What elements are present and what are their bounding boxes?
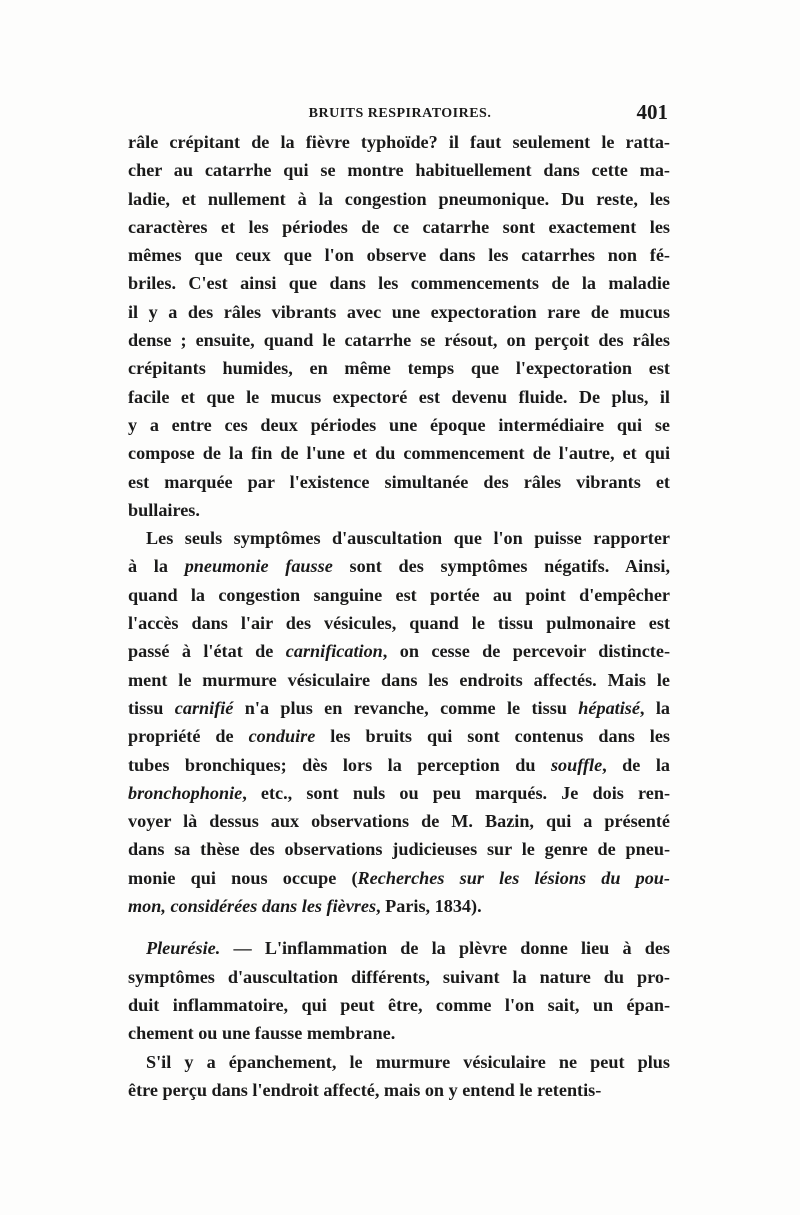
text-line: être perçu dans l'endroit affecté, mais on y entend le retentis- xyxy=(128,1079,602,1100)
text-line: ladie, et nullement à la congestion pneumonique. Du reste, les xyxy=(128,188,670,209)
italic-term: mon, considérées dans les fièvres xyxy=(128,896,377,917)
text-line: est marquée par l'existence simultanée des râles vibrants et xyxy=(128,471,670,492)
text-line: bullaires. xyxy=(128,499,200,520)
text-line: voyer là dessus aux observations de M. Bazin, qui a présenté xyxy=(128,811,670,832)
text-line: Pleurésie. — L'inflammation de la plèvre donne lieu à des xyxy=(146,938,670,959)
paragraph-false-pneumonia xyxy=(128,524,670,920)
text-line: chement ou une fausse membrane. xyxy=(128,1023,396,1044)
text-line: dense ; ensuite, quand le catarrhe se résout, on perçoit des râles xyxy=(128,330,670,351)
italic-term: carnifié xyxy=(174,697,234,718)
text-line: symptômes d'auscultation différents, suivant la nature du pro- xyxy=(128,966,670,987)
text-line: duit inflammatoire, qui peut être, comme l'on sait, un épan- xyxy=(128,994,670,1015)
paragraph-effusion xyxy=(128,1048,670,1105)
body-text xyxy=(128,128,670,1104)
italic-term: Pleurésie. xyxy=(146,938,221,959)
italic-term: hépatisé xyxy=(578,697,640,718)
text-line: briles. C'est ainsi que dans les commencements de la maladie xyxy=(128,273,670,294)
italic-term: pneumonie fausse xyxy=(184,556,333,577)
italic-term: conduire xyxy=(248,726,316,747)
text-line: tissu carnifié n'a plus en revanche, comme le tissu hépatisé, la xyxy=(128,697,671,718)
text-line: caractères et les périodes de ce catarrhe sont exactement les xyxy=(128,216,670,237)
running-head xyxy=(128,100,672,128)
text-line: propriété de conduire les bruits qui sont contenus dans les xyxy=(128,726,670,747)
text-line: mêmes que ceux que l'on observe dans les catarrhes non fé- xyxy=(128,245,670,266)
text-line: S'il y a épanchement, le murmure vésiculaire ne peut plus xyxy=(146,1051,670,1072)
text-line: râle crépitant de la fièvre typhoïde? il faut seulement le ratta- xyxy=(128,132,670,152)
text-line: quand la congestion sanguine est portée au point d'empêcher xyxy=(128,584,670,605)
text-line: y a entre ces deux périodes une époque intermédiaire qui se xyxy=(128,414,670,435)
text-line: passé à l'état de carnification, on cesse de percevoir distincte- xyxy=(128,641,670,662)
text-line: cher au catarrhe qui se montre habituellement dans cette ma- xyxy=(128,160,670,181)
paragraph-pleurisy xyxy=(128,934,670,1047)
text-line: facile et que le mucus expectoré est devenu fluide. De plus, il xyxy=(128,386,670,407)
text-line: l'accès dans l'air des vésicules, quand le tissu pulmonaire est xyxy=(128,613,670,634)
italic-term: Recherches sur les lésions du pou- xyxy=(357,867,670,888)
text-line: à la pneumonie fausse sont des symptômes négatifs. Ainsi, xyxy=(128,556,671,577)
text-line: monie qui nous occupe (Recherches sur les lésions du pou- xyxy=(128,867,670,888)
text-line: dans sa thèse des observations judicieuses sur le genre de pneu- xyxy=(128,839,670,860)
text-line: Les seuls symptômes d'auscultation que l'on puisse rapporter xyxy=(146,528,670,549)
text-line: bronchophonie, etc., sont nuls ou peu marqués. Je dois ren- xyxy=(128,782,670,803)
text-line: tubes bronchiques; dès lors la perception du souffle, de la xyxy=(128,754,670,775)
running-title: BRUITS RESPIRATOIRES. xyxy=(308,106,492,121)
paragraph-typhoid-catarrh xyxy=(128,128,670,524)
text-line: il y a des râles vibrants avec une expectoration rare de mucus xyxy=(128,301,670,322)
italic-term: carnification xyxy=(285,641,383,662)
italic-term: souffle xyxy=(550,754,603,775)
italic-term: bronchophonie xyxy=(128,782,243,803)
page-number: 401 xyxy=(636,100,668,124)
text-line: ment le murmure vésiculaire dans les endroits affectés. Mais le xyxy=(128,669,670,690)
text-line: compose de la fin de l'une et du commencement de l'autre, et qui xyxy=(128,443,670,464)
text-line: mon, considérées dans les fièvres, Paris, 1834). xyxy=(128,896,482,917)
text-line: crépitants humides, en même temps que l'expectoration est xyxy=(128,358,670,379)
